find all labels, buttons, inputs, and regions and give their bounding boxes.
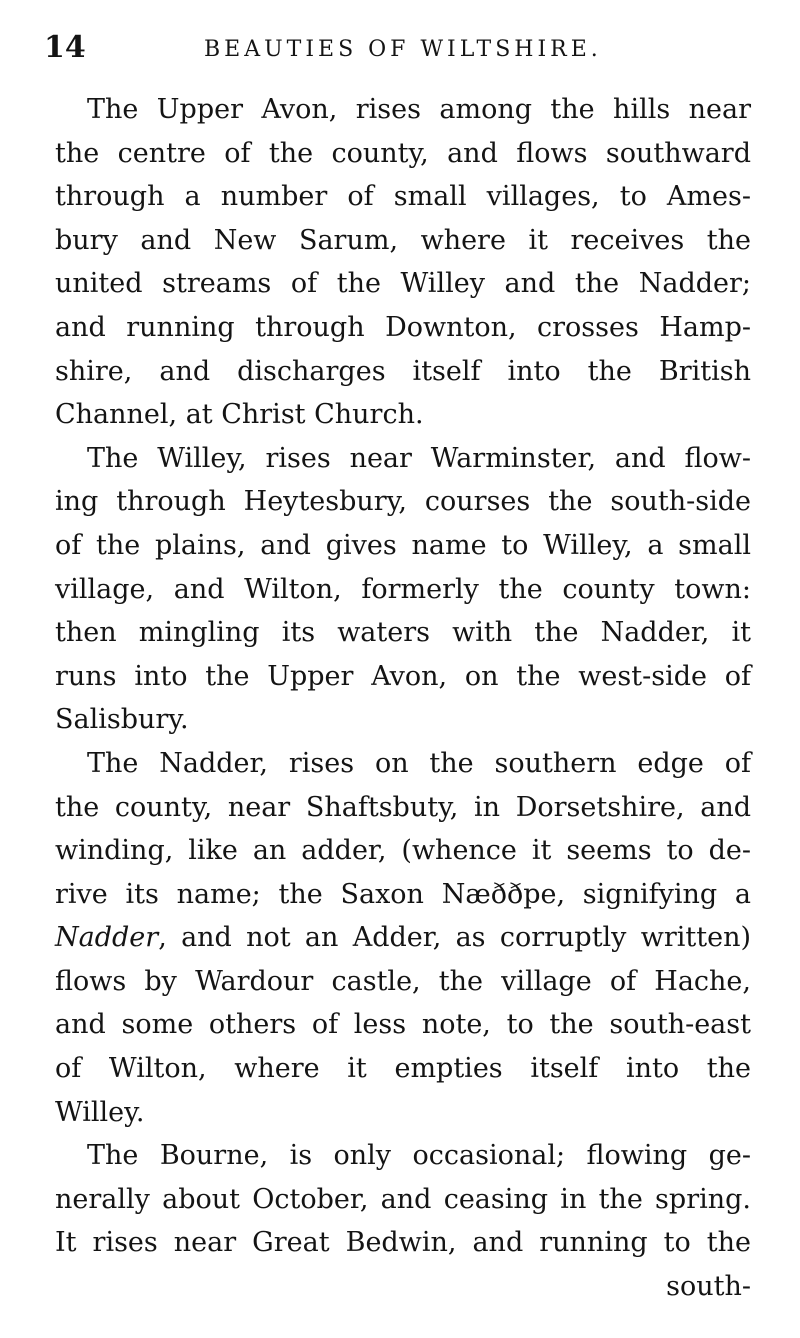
text-line: of the plains, and gives name to Willey, a small <box>55 529 751 561</box>
text-line: The Upper Avon, rises among the hills near <box>87 94 751 125</box>
text-line: Salisbury. <box>55 704 189 736</box>
running-title: BEAUTIES OF WILTSHIRE. <box>204 37 602 62</box>
text-line: nerally about October, and ceasing in the spring. <box>55 1183 751 1215</box>
text-line: the centre of the county, and flows southward <box>55 137 751 169</box>
text-line: runs into the Upper Avon, on the west-side of <box>55 660 751 692</box>
page-number: 14 <box>44 30 86 65</box>
text-line: then mingling its waters with the Nadder, it <box>55 617 751 649</box>
text-line: the county, near Shaftsbuty, in Dorsetshire, and <box>55 791 751 823</box>
text-line: It rises near Great Bedwin, and running to the <box>55 1227 751 1259</box>
body-text <box>55 88 751 1309</box>
text-line: flows by Wardour castle, the village of Hache, <box>55 965 751 997</box>
text-line: and some others of less note, to the south-east <box>55 1009 751 1041</box>
text-line: and running through Downton, crosses Hamp- <box>55 311 751 343</box>
text-line: of Wilton, where it empties itself into the <box>55 1053 751 1085</box>
text-line: Channel, at Christ Church. <box>55 399 424 431</box>
text-line: Willey. <box>55 1096 145 1128</box>
text-line: shire, and discharges itself into the British <box>55 355 751 387</box>
text-line: winding, like an adder, (whence it seems to de- <box>55 835 751 867</box>
running-head <box>44 28 758 68</box>
catchword: south- <box>666 1271 751 1303</box>
text-line: village, and Wilton, formerly the county town: <box>55 573 751 605</box>
text-line: ing through Heytesbury, courses the south-side <box>55 486 751 518</box>
text-line: The Nadder, rises on the southern edge of <box>87 747 751 779</box>
text-line: The Willey, rises near Warminster, and flow- <box>87 442 751 474</box>
text-line: rive its name; the Saxon Næððpe, signifying a <box>55 878 751 910</box>
text-line: united streams of the Willey and the Nadder; <box>55 268 751 300</box>
text-line: through a number of small villages, to Ames- <box>55 181 751 213</box>
text-line: Nadder, and not an Adder, as corruptly written) <box>55 922 751 954</box>
text-line: The Bourne, is only occasional; flowing ge- <box>87 1140 751 1172</box>
italic-word: Nadder <box>55 922 159 954</box>
text-line: bury and New Sarum, where it receives the <box>55 224 751 256</box>
